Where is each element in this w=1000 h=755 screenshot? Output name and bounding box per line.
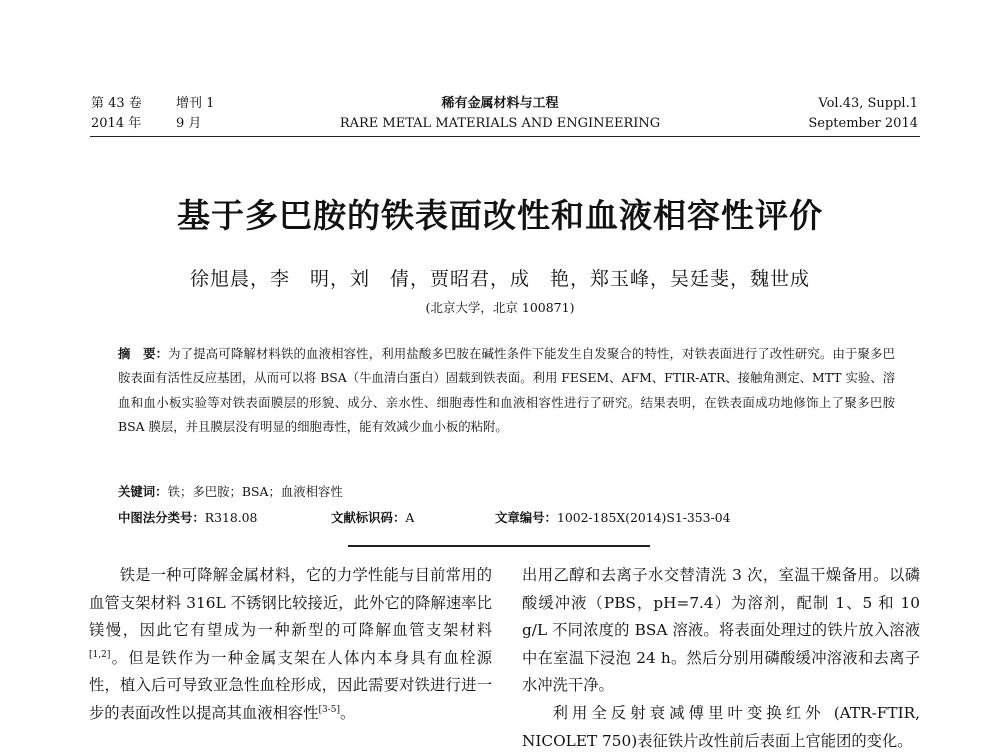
header-year-cn: 2014 年 <box>91 116 142 131</box>
header-rule <box>90 136 920 137</box>
keywords-label: 关键词： <box>118 484 168 499</box>
section-separator <box>348 545 650 547</box>
article-value: 1002-185X(2014)S1-353-04 <box>556 510 731 525</box>
header-date-en: September 2014 <box>808 116 918 131</box>
clc-number <box>118 508 257 526</box>
clc-value: R318.08 <box>204 510 258 525</box>
citation-3-5: [3-5] <box>318 704 340 715</box>
doc-label: 文献标识码： <box>331 510 406 525</box>
header-journal-cn: 稀有金属材料与工程 <box>441 96 559 111</box>
abstract <box>118 342 895 439</box>
article-label: 文章编号： <box>495 510 557 525</box>
keywords <box>118 482 343 500</box>
header-issue-cn: 增刊 1 <box>176 96 215 111</box>
citation-1-2: [1,2] <box>89 649 111 660</box>
article-number <box>495 508 731 526</box>
body-left-column <box>89 562 492 728</box>
body-right-column <box>522 562 920 755</box>
header-volume-cn: 第 43 卷 <box>91 96 142 111</box>
method-paragraph: 出用乙醇和去离子水交替清洗 3 次，室温干燥备用。以磷酸缓冲液（PBS，pH=7.4）为溶剂，配制 1、5 和 10 g/L 不同浓度的 BSA 溶液。将表面处理过的铁片放入溶液中在室温下浸泡 24 h。然后分别用磷酸缓冲溶液和去离子水冲洗干净。 <box>522 566 920 695</box>
abstract-label: 摘 要： <box>118 346 169 361</box>
affiliation: (北京大学，北京 100871) <box>425 300 575 315</box>
ftir-paragraph: 利用全反射衰减傅里叶变换红外 (ATR-FTIR, NICOLET 750)表征铁片改性前后表面上官能团的变化。 <box>522 703 920 750</box>
paper-title: 基于多巴胺的铁表面改性和血液相容性评价 <box>177 196 823 235</box>
abstract-text: 为了提高可降解材料铁的血液相容性，利用盐酸多巴胺在碱性条件下能发生自发聚合的特性，对铁表面进行了改性研究。由于聚多巴胺表面有活性反应基团，从而可以将 BSA（牛血清白蛋白）固载到铁表面。利用 FESEM、AFM、FTIR-ATR、接触角测定、MTT 实验、溶血和血小板实验等对铁表面膜层的形貌、成分、亲水性、细胞毒性和血液相容性进行了研究。结果表明，在铁表面成功地修饰上了聚多巴胺 BSA 膜层，并且膜层没有明显的细胞毒性，能有效减少血小板的粘附。 <box>118 346 896 434</box>
header-month-cn: 9 月 <box>176 116 202 131</box>
intro-paragraph: 铁是一种可降解金属材料，它的力学性能与目前常用的血管支架材料 316L 不锈钢比较接近，此外它的降解速率比镁慢，因此它有望成为一种新型的可降解血管支架材料[1,2]。但是铁作为一种金属支架在人体内本身具有血栓源性，植入后可导致亚急性血栓形成，因此需要对铁进行进一步的表面改性以提高其血液相容性[3-5]。 <box>89 566 492 722</box>
keywords-text: 铁；多巴胺；BSA；血液相容性 <box>167 484 343 499</box>
author-list: 徐旭晨，李 明，刘 倩，贾昭君，成 艳，郑玉峰，吴廷斐，魏世成 <box>189 268 810 290</box>
header-journal-en: RARE METAL MATERIALS AND ENGINEERING <box>339 116 661 131</box>
header-volume-en: Vol.43, Suppl.1 <box>818 96 918 111</box>
doc-value: A <box>405 510 415 525</box>
clc-label: 中图法分类号： <box>118 510 205 525</box>
document-code <box>331 508 414 526</box>
